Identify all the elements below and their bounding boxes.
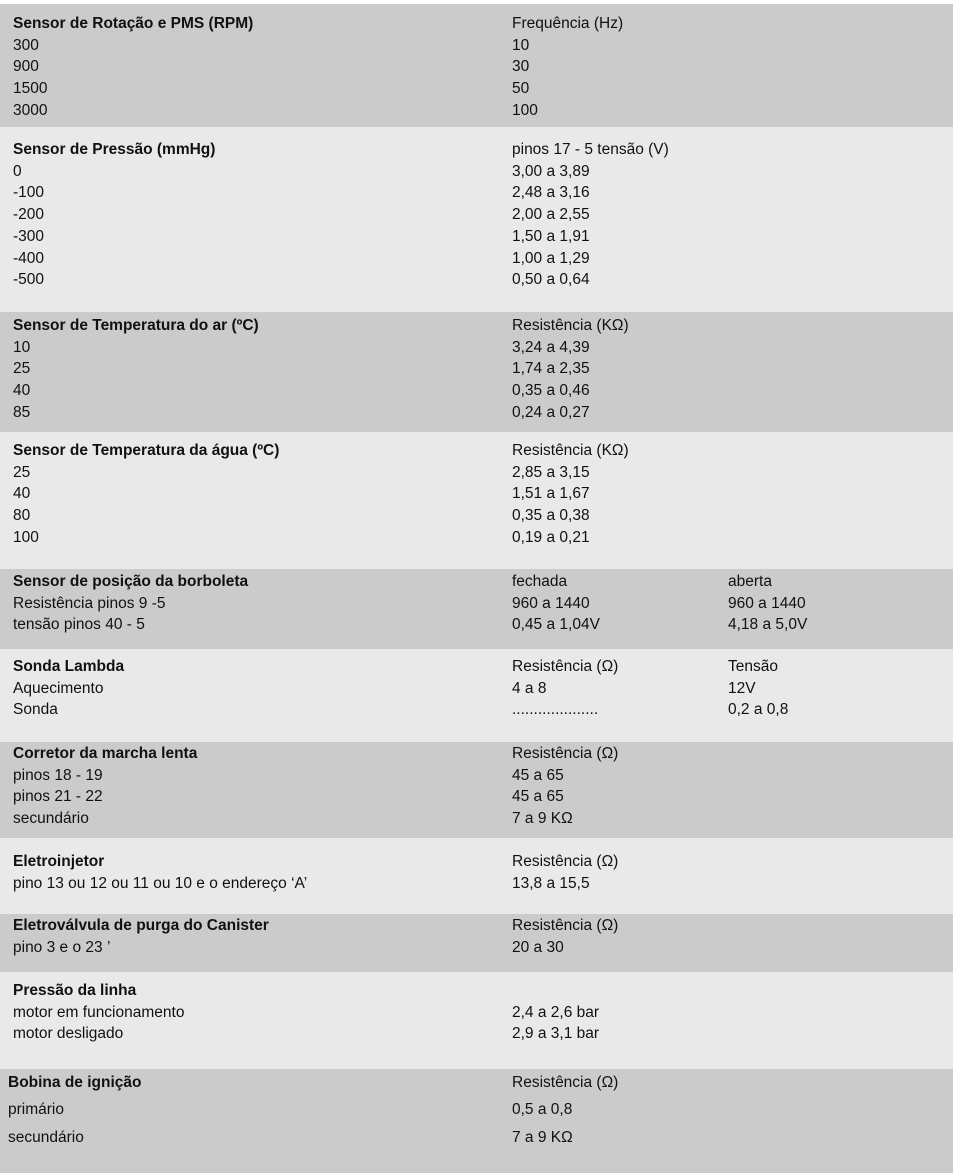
row-label: Sonda <box>13 701 58 719</box>
row-value: 0,19 a 0,21 <box>512 528 590 546</box>
column-header: Resistência (Ω) <box>512 658 619 675</box>
column-header: Resistência (Ω) <box>512 853 619 870</box>
row-label: 40 <box>13 382 31 400</box>
row-label: -300 <box>13 227 45 245</box>
row-value: 50 <box>512 80 530 98</box>
spec-section <box>0 127 953 312</box>
row-value: 2,4 a 2,6 bar <box>512 1003 600 1021</box>
row-label: 1500 <box>13 80 48 98</box>
row-label: pino 13 ou 12 ou 11 ou 10 e o endereço ‘A’ <box>13 874 308 892</box>
row-value: 1,74 a 2,35 <box>512 360 590 378</box>
section-title: Sensor de Rotação e PMS (RPM) <box>13 15 254 32</box>
row-label: 25 <box>13 463 31 481</box>
row-value: 10 <box>512 36 530 54</box>
row-label: 25 <box>13 360 31 378</box>
row-value: 960 a 1440 <box>512 594 590 612</box>
row-value: 1,50 a 1,91 <box>512 227 590 245</box>
row-value: 4 a 8 <box>512 679 547 697</box>
section-title: Bobina de ignição <box>8 1074 142 1091</box>
row-value: 0,24 a 0,27 <box>512 403 590 421</box>
row-value: 0,45 a 1,04V <box>512 616 600 634</box>
section-title: Sensor de Pressão (mmHg) <box>13 141 216 158</box>
row-value: 12V <box>728 679 756 697</box>
row-label: pino 3 e o 23 ’ <box>13 938 111 956</box>
section-title: Sonda Lambda <box>13 658 125 675</box>
column-header: fechada <box>512 573 568 590</box>
row-value: 45 a 65 <box>512 788 564 806</box>
spec-section <box>0 649 953 742</box>
row-value: 7 a 9 KΩ <box>512 1128 573 1146</box>
row-value: 0,35 a 0,38 <box>512 507 590 525</box>
row-value: 0,2 a 0,8 <box>728 701 789 719</box>
section-title: Eletroválvula de purga do Canister <box>13 917 269 934</box>
row-value: 2,85 a 3,15 <box>512 463 590 481</box>
row-label: 3000 <box>13 101 48 119</box>
row-label: pinos 18 - 19 <box>13 766 103 784</box>
row-value: 960 a 1440 <box>728 594 806 612</box>
row-value: 3,24 a 4,39 <box>512 338 590 356</box>
section-title: Sensor de Temperatura do ar (ºC) <box>13 317 259 334</box>
section-title: Sensor de posição da borboleta <box>13 573 249 590</box>
spec-section <box>0 838 953 914</box>
spec-section <box>0 742 953 838</box>
row-label: 900 <box>13 58 39 76</box>
row-label: secundário <box>13 810 89 828</box>
row-label: 0 <box>13 162 22 180</box>
row-label: 80 <box>13 507 31 525</box>
section-title: Pressão da linha <box>13 982 137 999</box>
row-label: 300 <box>13 36 39 54</box>
row-label: 100 <box>13 528 39 546</box>
row-label: Resistência pinos 9 -5 <box>13 594 166 612</box>
row-value: .................... <box>512 701 599 719</box>
spec-section <box>0 4 953 127</box>
row-value: 7 a 9 KΩ <box>512 810 573 828</box>
column-header: Resistência (Ω) <box>512 1074 619 1091</box>
row-value: 1,51 a 1,67 <box>512 485 590 503</box>
section-title: Corretor da marcha lenta <box>13 745 198 762</box>
column-header: Resistência (KΩ) <box>512 317 629 334</box>
row-label: -100 <box>13 184 45 202</box>
section-title: Sensor de Temperatura da água (ºC) <box>13 442 280 459</box>
row-value: 4,18 a 5,0V <box>728 616 808 634</box>
row-label: motor desligado <box>13 1025 124 1043</box>
spec-section <box>0 432 953 569</box>
row-label: -400 <box>13 249 45 267</box>
row-value: 3,00 a 3,89 <box>512 162 590 180</box>
spec-section <box>0 312 953 432</box>
column-header: aberta <box>728 573 772 590</box>
row-value: 1,00 a 1,29 <box>512 249 590 267</box>
spec-section <box>0 1069 953 1173</box>
column-header: Resistência (Ω) <box>512 745 619 762</box>
row-label: secundário <box>8 1128 84 1146</box>
row-label: Aquecimento <box>13 679 104 697</box>
row-label: primário <box>8 1101 64 1119</box>
row-value: 20 a 30 <box>512 938 564 956</box>
row-value: 0,50 a 0,64 <box>512 271 590 289</box>
row-label: pinos 21 - 22 <box>13 788 103 806</box>
row-label: -500 <box>13 271 45 289</box>
column-header: pinos 17 - 5 tensão (V) <box>512 141 669 158</box>
row-label: 40 <box>13 485 31 503</box>
column-header: Resistência (KΩ) <box>512 442 629 459</box>
row-value: 0,35 a 0,46 <box>512 382 590 400</box>
column-header: Resistência (Ω) <box>512 917 619 934</box>
row-label: motor em funcionamento <box>13 1003 185 1021</box>
spec-section <box>0 914 953 972</box>
row-label: -200 <box>13 206 45 224</box>
row-label: tensão pinos 40 - 5 <box>13 616 145 634</box>
row-value: 100 <box>512 101 538 119</box>
row-value: 2,48 a 3,16 <box>512 184 590 202</box>
row-value: 13,8 a 15,5 <box>512 874 590 892</box>
row-value: 2,00 a 2,55 <box>512 206 590 224</box>
row-value: 45 a 65 <box>512 766 564 784</box>
section-title: Eletroinjetor <box>13 853 105 870</box>
row-label: 85 <box>13 403 31 421</box>
spec-section <box>0 972 953 1069</box>
row-label: 10 <box>13 338 31 356</box>
row-value: 30 <box>512 58 530 76</box>
row-value: 0,5 a 0,8 <box>512 1101 573 1119</box>
row-value: 2,9 a 3,1 bar <box>512 1025 600 1043</box>
spec-section <box>0 569 953 649</box>
column-header: Tensão <box>728 658 778 675</box>
column-header: Frequência (Hz) <box>512 15 624 32</box>
